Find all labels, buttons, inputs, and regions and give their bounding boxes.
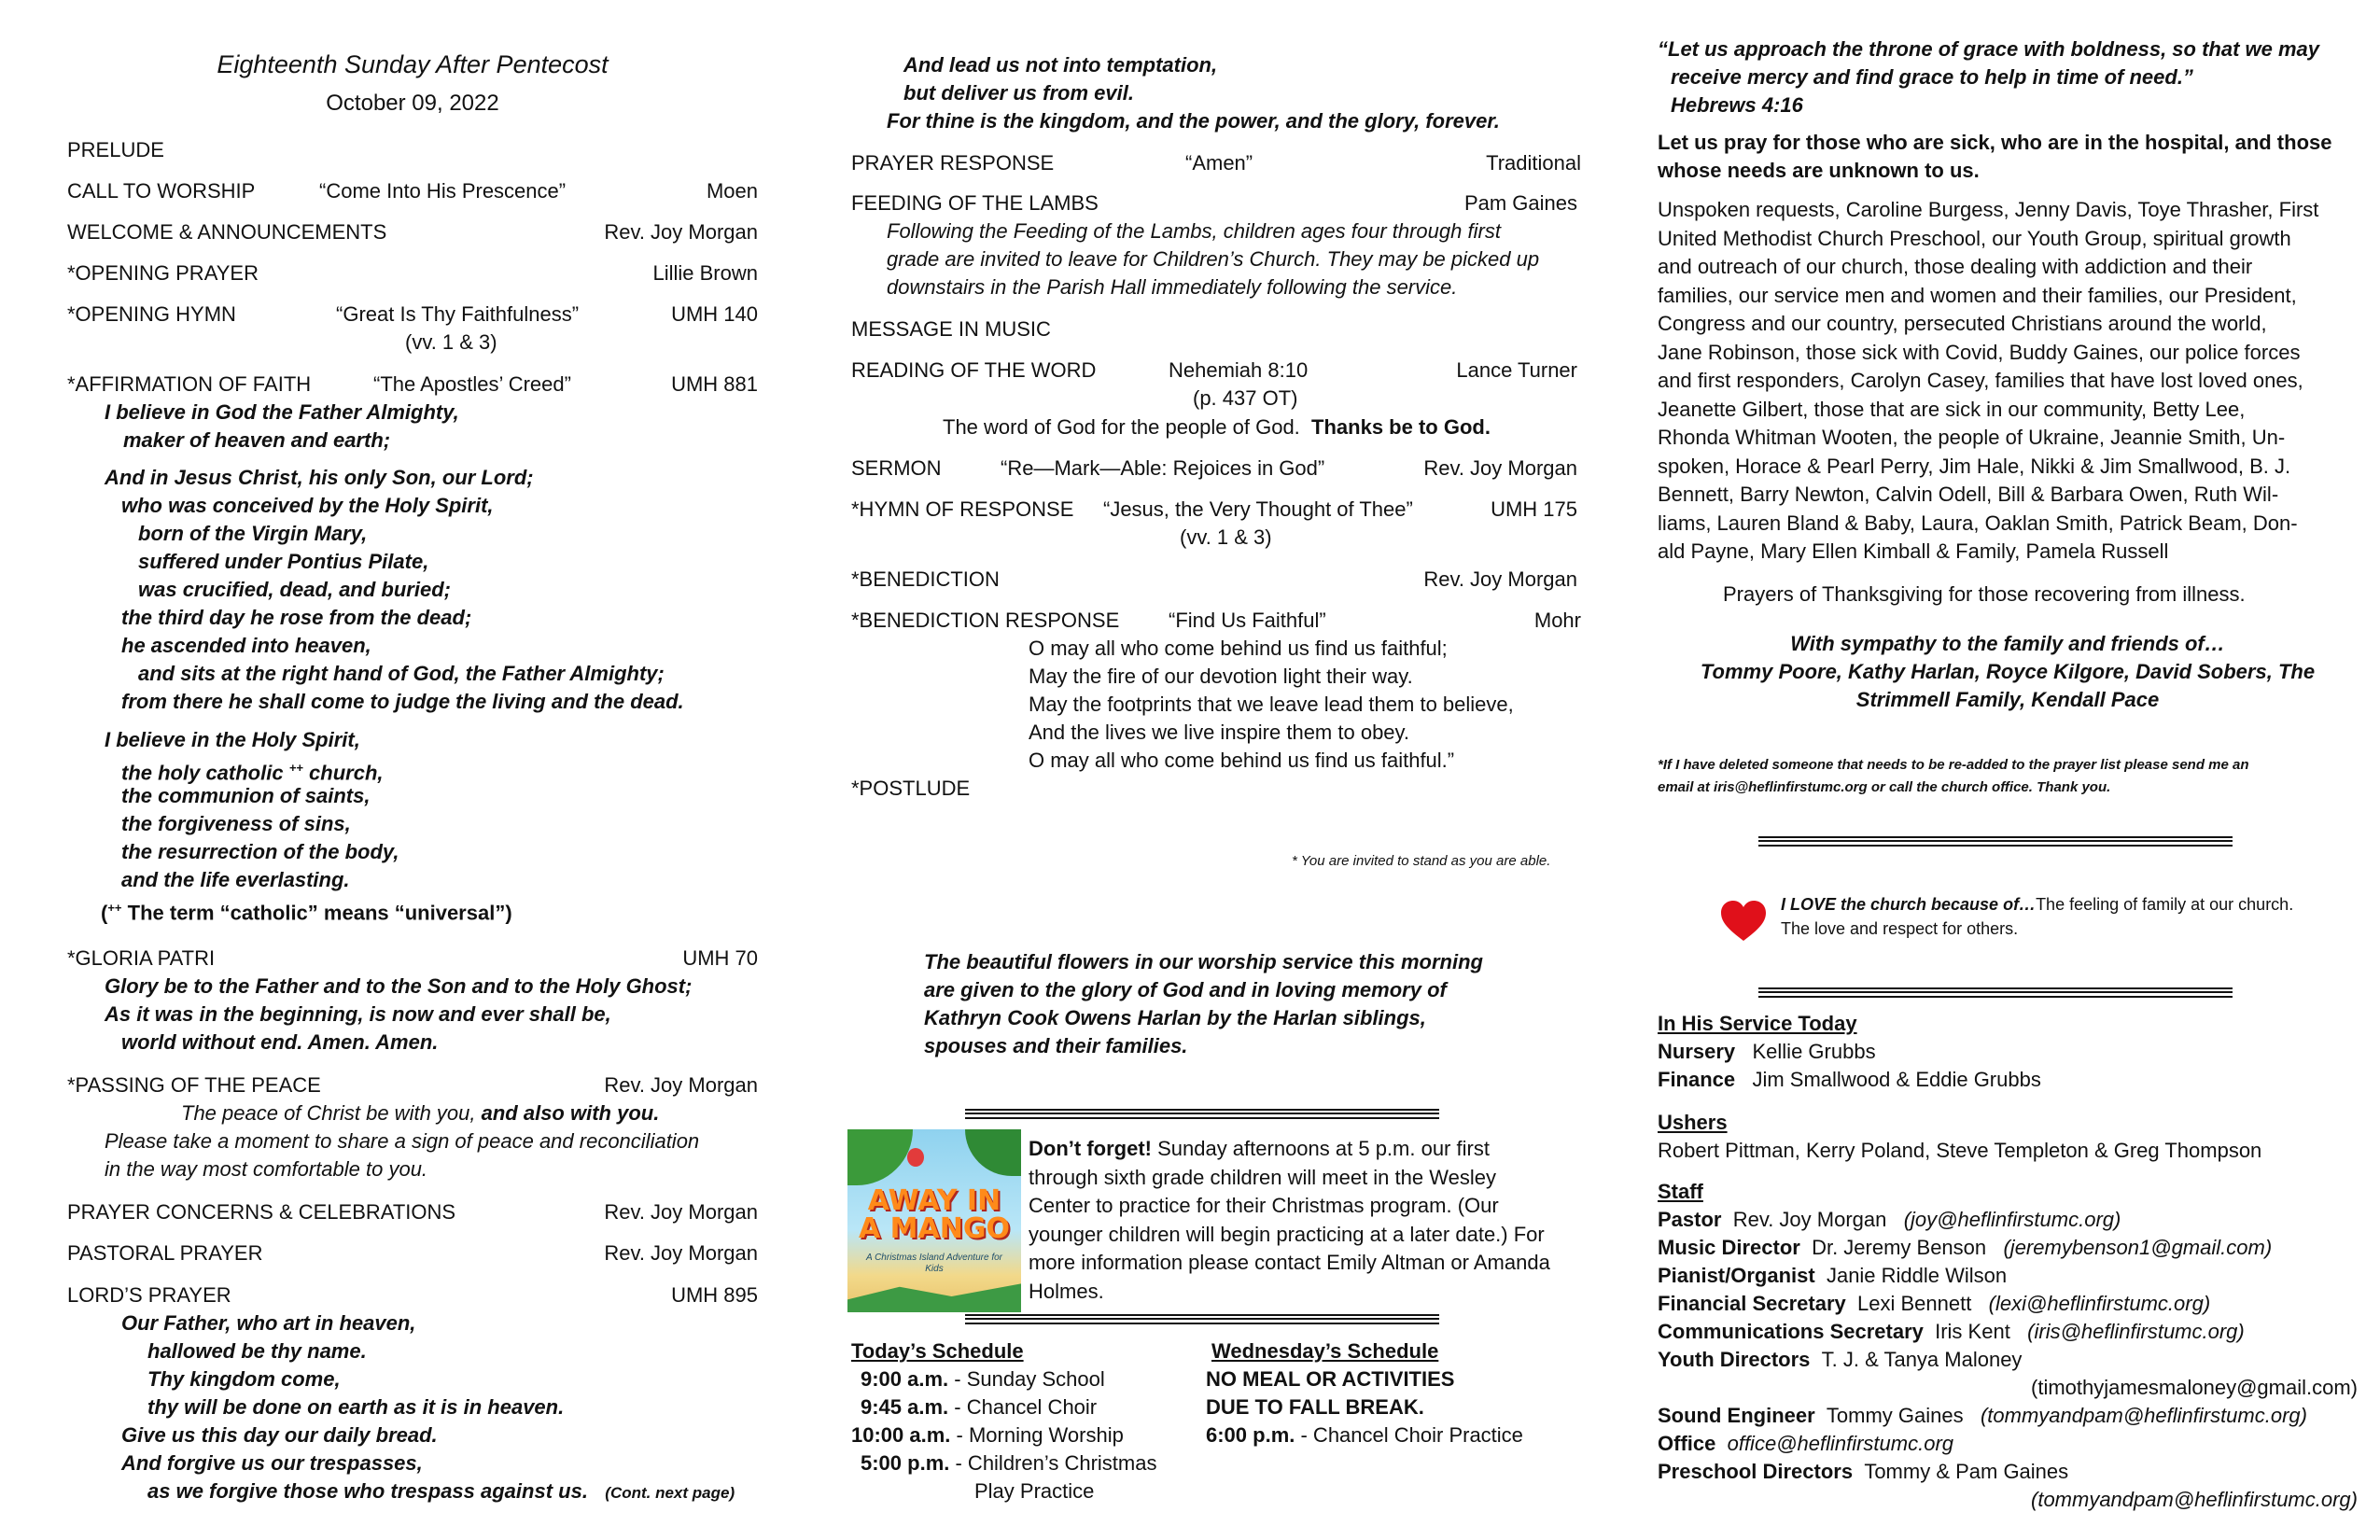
schedule-what: - Chancel Choir: [948, 1395, 1098, 1419]
item-pastoral-prayer: [67, 1239, 758, 1267]
ornament-icon: [907, 1148, 924, 1167]
item-label: PRAYER RESPONSE: [851, 151, 1055, 175]
item-leader: UMH 140: [671, 302, 758, 326]
staff-role: Preschool Directors: [1658, 1460, 1854, 1483]
flowers-line: The beautiful flowers in our worship service this morning: [924, 950, 1483, 973]
wednesday-item: [1206, 1421, 1523, 1449]
bulletin-title: Eighteenth Sunday After Pentecost: [217, 50, 609, 78]
verse-line: receive mercy and find grace to help in time of need.”: [1671, 65, 2193, 89]
item-label: WELCOME & ANNOUNCEMENTS: [67, 220, 387, 244]
role-label: Finance: [1658, 1068, 1736, 1091]
peace-call: The peace of Christ be with you,: [181, 1101, 476, 1125]
staff-email[interactable]: (joy@heflinfirstumc.org): [1903, 1208, 2121, 1231]
item-opening-hymn: [67, 301, 758, 329]
ushers-heading-text: Ushers: [1658, 1111, 1728, 1134]
item-welcome: [67, 218, 758, 246]
schedule-item: [861, 1365, 1105, 1393]
creed-line: and the life everlasting.: [121, 868, 350, 891]
verse-reference: Hebrews 4:16: [1671, 93, 1803, 117]
love-church-line: [1781, 892, 2293, 917]
sympathy-line: With sympathy to the family and friends of…: [1790, 632, 2225, 655]
item-label: CALL TO WORSHIP: [67, 179, 256, 203]
bulletin-date: October 09, 2022: [326, 91, 499, 116]
staff-email[interactable]: (iris@heflinfirstumc.org): [2027, 1320, 2245, 1343]
item-label: *BENEDICTION RESPONSE: [851, 609, 1120, 632]
prayer-line: [147, 1477, 735, 1507]
item-prayer-response: [851, 149, 1579, 177]
item-leader: Rev. Joy Morgan: [1423, 567, 1577, 591]
prayer-list-line: Jane Robinson, those sick with Covid, Buddy Gaines, our police forces: [1658, 340, 2301, 364]
item-opening-prayer: [67, 259, 758, 287]
prayer-list-line: Bennett, Barry Newton, Calvin Odell, Bill & Barbara Owen, Ruth Wil-: [1658, 483, 2279, 506]
item-title: “Amen”: [1185, 151, 1253, 175]
prayer-line: And lead us not into temptation,: [903, 53, 1218, 77]
staff-name: Rev. Joy Morgan: [1732, 1208, 1887, 1231]
creed-line: was crucified, dead, and buried;: [138, 578, 451, 601]
scripture-page: (p. 437 OT): [1193, 386, 1298, 410]
note-line: *If I have deleted someone that needs to be re-added to the prayer list please send me an: [1658, 757, 2249, 773]
creed-line: the communion of saints,: [121, 784, 371, 807]
staff-name: Tommy Gaines: [1826, 1404, 1964, 1427]
lyric-line: May the footprints that we leave lead them to believe,: [1029, 693, 1514, 716]
schedule-cont: Play Practice: [974, 1479, 1095, 1503]
schedule-item: [851, 1421, 1124, 1449]
lambs-line: grade are invited to leave for Children’s Church. They may be picked up: [887, 247, 1540, 271]
wednesday-notice: NO MEAL OR ACTIVITIES: [1206, 1367, 1455, 1391]
promo-logo-subtitle: A Christmas Island Adventure for Kids: [866, 1253, 1002, 1274]
schedule-time: 10:00 a.m.: [851, 1423, 951, 1447]
item-leader: Rev. Joy Morgan: [604, 1200, 758, 1224]
service-nursery: [1658, 1038, 1876, 1066]
service-finance: [1658, 1066, 2041, 1094]
item-label: *GLORIA PATRI: [67, 946, 216, 970]
creed-footnote: [101, 894, 512, 927]
prayer-text: as we forgive those who trespass against us.: [147, 1479, 588, 1503]
item-title: “The Apostles’ Creed”: [373, 372, 571, 396]
role-name: Kellie Grubbs: [1752, 1040, 1876, 1063]
item-title: Nehemiah 8:10: [1169, 358, 1309, 382]
staff-row: [1658, 1234, 2272, 1262]
item-label: *OPENING HYMN: [67, 302, 236, 326]
item-benediction: [851, 566, 1579, 594]
intro-line: Let us pray for those who are sick, who are in the hospital, and those: [1658, 131, 2332, 154]
schedule-what: - Sunday School: [948, 1367, 1105, 1391]
prayer-line: Give us this day our daily bread.: [121, 1423, 438, 1447]
staff-heading-text: Staff: [1658, 1180, 1703, 1203]
item-label: FEEDING OF THE LAMBS: [851, 191, 1099, 215]
item-label: *BENEDICTION: [851, 567, 1000, 591]
prayer-line: thy will be done on earth as it is in heaven.: [147, 1395, 565, 1419]
lambs-line: Following the Feeding of the Lambs, children ages four through first: [887, 219, 1501, 243]
item-hymn-response: [851, 496, 1579, 524]
staff-heading: [1658, 1178, 1703, 1206]
item-verses: [67, 329, 758, 357]
staff-role: Youth Directors: [1658, 1348, 1811, 1371]
item-title: “Great Is Thy Faithfulness”: [336, 302, 580, 326]
divider: [965, 1113, 1439, 1119]
gloria-line: Glory be to the Father and to the Son and to the Holy Ghost;: [105, 974, 693, 998]
prayer-list-line: United Methodist Church Preschool, our Youth Group, spiritual growth: [1658, 226, 2291, 250]
item-leader: Traditional: [1486, 151, 1581, 175]
creed-text: the holy catholic: [121, 761, 284, 785]
staff-role: Communications Secretary: [1658, 1320, 1924, 1343]
staff-row: [1658, 1458, 2068, 1486]
staff-row: [1658, 1430, 1953, 1458]
prayer-list-line: ald Payne, Mary Ellen Kimball & Family, Pamela Russell: [1658, 539, 2169, 563]
staff-name: Iris Kent: [1935, 1320, 2010, 1343]
prayer-list-line: Congress and our country, persecuted Christians around the world,: [1658, 312, 2267, 335]
staff-role: Office: [1658, 1432, 1716, 1455]
creed-line: who was conceived by the Holy Spirit,: [121, 494, 494, 517]
flowers-line: Kathryn Cook Owens Harlan by the Harlan siblings,: [924, 1006, 1426, 1029]
peace-line: [181, 1099, 659, 1127]
staff-name: Lexi Bennett: [1857, 1292, 1972, 1315]
staff-email[interactable]: office@heflinfirstumc.org: [1727, 1432, 1954, 1455]
creed-line: maker of heaven and earth;: [123, 428, 391, 452]
item-label: *POSTLUDE: [851, 777, 971, 800]
item-message-music: [851, 315, 1579, 343]
service-heading: [1658, 1010, 1857, 1038]
item-leader: Mohr: [1533, 609, 1581, 632]
item-hymn-verses: [851, 524, 1579, 552]
promo-lead: Don’t forget!: [1029, 1137, 1152, 1160]
item-reading: [851, 357, 1579, 385]
gloria-line: world without end. Amen. Amen.: [121, 1030, 439, 1054]
prayer-list-line: spoken, Horace & Pearl Perry, Jim Hale, Nikki & Jim Smallwood, B. J.: [1658, 454, 2291, 478]
wednesday-heading: [1211, 1337, 1438, 1365]
divider: [1758, 991, 2233, 998]
lyric-line: May the fire of our devotion light their way.: [1029, 665, 1413, 688]
verse-line: “Let us approach the throne of grace with boldness, so that we may: [1658, 37, 2320, 61]
item-gloria: [67, 945, 758, 973]
staff-name: Dr. Jeremy Benson: [1812, 1236, 1987, 1259]
item-title: “Find Us Faithful”: [1169, 609, 1326, 632]
intro-line: whose needs are unknown to us.: [1658, 159, 1980, 182]
item-leader: Moen: [706, 179, 758, 203]
foliage-icon: [847, 1281, 1021, 1312]
staff-role: Music Director: [1658, 1236, 1800, 1259]
item-label: PASTORAL PRAYER: [67, 1241, 263, 1265]
peace-response: and also with you.: [481, 1101, 660, 1125]
item-concerns: [67, 1198, 758, 1226]
service-heading-text: In His Service Today: [1658, 1012, 1857, 1035]
staff-row: [1658, 1346, 2022, 1374]
staff-role: Sound Engineer: [1658, 1404, 1815, 1427]
reading-response: [943, 413, 1491, 441]
reading-call: The word of God for the people of God.: [943, 415, 1300, 439]
prayer-line: For thine is the kingdom, and the power, and the glory, forever.: [887, 109, 1500, 133]
staff-row: [1658, 1206, 2121, 1234]
schedule-what: - Morning Worship: [950, 1423, 1124, 1447]
palm-leaf-icon: [965, 1129, 1021, 1176]
love-text: The feeling of family at our church.: [2036, 895, 2294, 914]
staff-email[interactable]: (tommyandpam@heflinfirstumc.org): [1980, 1404, 2307, 1427]
item-leader: UMH 175: [1491, 497, 1577, 521]
staff-name: T. J. & Tanya Maloney: [1821, 1348, 2023, 1371]
gloria-line: As it was in the beginning, is now and ever shall be,: [105, 1002, 611, 1026]
item-label: SERMON: [851, 456, 942, 480]
item-leader: UMH 895: [671, 1283, 758, 1307]
item-label: *AFFIRMATION OF FAITH: [67, 372, 312, 396]
stand-note: * You are invited to stand as you are able.: [1292, 853, 1551, 869]
item-leader: Lillie Brown: [652, 261, 758, 285]
prayer-list-line: Rhonda Whitman Wooten, the people of Ukraine, Jeannie Smith, Un-: [1658, 426, 2286, 449]
item-leader: Rev. Joy Morgan: [604, 220, 758, 244]
item-label: MESSAGE IN MUSIC: [851, 317, 1051, 341]
item-verses-text: (vv. 1 & 3): [405, 330, 497, 354]
item-leader: Pam Gaines: [1463, 191, 1577, 215]
prayer-list-line: Unspoken requests, Caroline Burgess, Jenny Davis, Toye Thrasher, First: [1658, 198, 2319, 221]
lyric-line: O may all who come behind us find us faithful;: [1029, 637, 1448, 660]
prayer-line: Our Father, who art in heaven,: [121, 1311, 416, 1335]
footnote-mark: ++: [107, 901, 122, 915]
item-call-to-worship: [67, 177, 758, 205]
staff-email[interactable]: (tommyandpam@heflinfirstumc.org): [2031, 1488, 2358, 1511]
item-peace: [67, 1071, 758, 1099]
creed-line: I believe in the Holy Spirit,: [105, 728, 360, 751]
love-text-2: The love and respect for others.: [1781, 919, 2019, 938]
item-leader: UMH 881: [671, 372, 758, 396]
prayer-list-line: and first responders, Carolyn Casey, families that have lost loved ones,: [1658, 369, 2303, 392]
staff-role: Pastor: [1658, 1208, 1722, 1231]
today-heading: [851, 1337, 1024, 1365]
ushers-heading: [1658, 1109, 1728, 1137]
schedule-what: - Children’s Christmas: [949, 1451, 1157, 1475]
item-label: *PASSING OF THE PEACE: [67, 1073, 321, 1097]
item-affirmation: [67, 371, 758, 399]
item-reading-page: [851, 385, 1579, 413]
note-line: email at iris@heflinfirstumc.org or call the church office. Thank you.: [1658, 779, 2111, 795]
creed-line: the third day he rose from the dead;: [121, 606, 472, 629]
creed-line: he ascended into heaven,: [121, 634, 371, 657]
staff-name: Tommy & Pam Gaines: [1864, 1460, 2069, 1483]
promo-logo: AWAY IN A MANGO: [859, 1184, 1010, 1245]
love-lead: I LOVE the church because of…: [1781, 895, 2037, 914]
schedule-time: 9:00 a.m.: [861, 1367, 949, 1391]
schedule-time: 9:45 a.m.: [861, 1395, 949, 1419]
creed-line: and sits at the right hand of God, the Father Almighty;: [138, 662, 665, 685]
schedule-what: - Chancel Choir Practice: [1295, 1423, 1523, 1447]
creed-line: from there he shall come to judge the living and the dead.: [121, 690, 684, 713]
creed-line: And in Jesus Christ, his only Son, our Lord;: [105, 466, 534, 489]
item-label: LORD’S PRAYER: [67, 1283, 231, 1307]
footnote-text: The term “catholic” means “universal”): [127, 901, 512, 925]
staff-email[interactable]: (jeremybenson1@gmail.com): [2003, 1236, 2273, 1259]
promo-text: [1029, 1135, 1551, 1306]
item-label: READING OF THE WORD: [851, 358, 1097, 382]
staff-row: [1658, 1402, 2307, 1430]
reading-answer: Thanks be to God.: [1311, 415, 1491, 439]
sympathy-line: Tommy Poore, Kathy Harlan, Royce Kilgore, David Sobers, The: [1700, 660, 2316, 683]
creed-line: I believe in God the Father Almighty,: [105, 400, 459, 424]
schedule-item: [861, 1449, 1156, 1477]
staff-email[interactable]: (timothyjamesmaloney@gmail.com): [2031, 1376, 2358, 1399]
lambs-line: downstairs in the Parish Hall immediately following the service.: [887, 275, 1458, 299]
role-label: Nursery: [1658, 1040, 1736, 1063]
footnote-paren: (: [101, 901, 108, 925]
wednesday-notice: DUE TO FALL BREAK.: [1206, 1395, 1424, 1419]
item-benediction-response: [851, 607, 1579, 635]
thanksgiving-note: Prayers of Thanksgiving for those recovering from illness.: [1723, 582, 2246, 606]
item-label: PRELUDE: [67, 138, 164, 161]
schedule-item: [861, 1393, 1097, 1421]
prayer-line: Thy kingdom come,: [147, 1367, 341, 1391]
item-postlude: [851, 775, 1579, 803]
divider: [1758, 840, 2233, 847]
item-leader: Rev. Joy Morgan: [1423, 456, 1577, 480]
staff-row: [1658, 1318, 2245, 1346]
flowers-line: are given to the glory of God and in loving memory of: [924, 978, 1447, 1001]
ushers-list: Robert Pittman, Kerry Poland, Steve Templeton & Greg Thompson: [1658, 1139, 2262, 1162]
item-leader: Lance Turner: [1456, 358, 1577, 382]
item-leader: Rev. Joy Morgan: [604, 1073, 758, 1097]
lyric-line: O may all who come behind us find us faithful.”: [1029, 749, 1455, 772]
continued-note: (Cont. next page): [605, 1484, 735, 1502]
peace-instruction: Please take a moment to share a sign of peace and reconciliation: [105, 1129, 700, 1153]
heart-icon: [1719, 900, 1768, 943]
footnote-mark: ++: [288, 761, 303, 775]
staff-name: Janie Riddle Wilson: [1826, 1264, 2008, 1287]
item-leader: Rev. Joy Morgan: [604, 1241, 758, 1265]
prayer-list-line: Jeanette Gilbert, those that are sick in our community, Betty Lee,: [1658, 397, 2246, 421]
schedule-time: 6:00 p.m.: [1206, 1423, 1295, 1447]
prayer-list-line: families, our service men and women and their families, our President,: [1658, 283, 2297, 307]
peace-instruction: in the way most comfortable to you.: [105, 1157, 428, 1181]
wednesday-heading-text: Wednesday’s Schedule: [1211, 1339, 1439, 1363]
today-heading-text: Today’s Schedule: [851, 1339, 1024, 1363]
item-feeding-lambs: [851, 189, 1579, 217]
lyric-line: And the lives we live inspire them to obey.: [1029, 721, 1410, 744]
staff-row: [1658, 1262, 2007, 1290]
item-sermon: [851, 455, 1579, 483]
staff-role: Pianist/Organist: [1658, 1264, 1815, 1287]
staff-role: Financial Secretary: [1658, 1292, 1846, 1315]
creed-line: born of the Virgin Mary,: [138, 522, 368, 545]
role-name: Jim Smallwood & Eddie Grubbs: [1752, 1068, 2041, 1091]
item-title: “Jesus, the Very Thought of Thee”: [1103, 497, 1413, 521]
away-in-a-mango-image: [847, 1129, 1021, 1312]
item-label: *HYMN OF RESPONSE: [851, 497, 1074, 521]
prayer-line: hallowed be thy name.: [147, 1339, 367, 1363]
sympathy-line: Strimmell Family, Kendall Pace: [1855, 688, 2160, 711]
schedule-time: 5:00 p.m.: [861, 1451, 950, 1475]
item-leader: UMH 70: [682, 946, 758, 970]
creed-line: suffered under Pontius Pilate,: [138, 550, 429, 573]
flowers-line: spouses and their families.: [924, 1034, 1188, 1057]
divider: [965, 1318, 1439, 1324]
item-label: PRAYER CONCERNS & CELEBRATIONS: [67, 1200, 456, 1224]
prayer-line: And forgive us our trespasses,: [121, 1451, 423, 1475]
item-label: *OPENING PRAYER: [67, 261, 259, 285]
item-verses-text: (vv. 1 & 3): [1180, 525, 1272, 549]
staff-email[interactable]: (lexi@heflinfirstumc.org): [1988, 1292, 2211, 1315]
staff-row: [1658, 1290, 2210, 1318]
item-title: “Come Into His Prescence”: [319, 179, 567, 203]
item-prelude: [67, 136, 758, 164]
prayer-line: but deliver us from evil.: [903, 81, 1134, 105]
creed-text: church,: [309, 761, 384, 785]
creed-line: the resurrection of the body,: [121, 840, 399, 863]
palm-leaf-icon: [847, 1129, 913, 1185]
creed-line: the forgiveness of sins,: [121, 812, 351, 835]
promo-body: Sunday afternoons at 5 p.m. our first through sixth grade children will meet in the Wesley Center to practice for their Christmas program. (Our younger children will begin practicing at a later date.) For more information please contact Emily Altman or Amanda Holmes.: [1029, 1137, 1550, 1303]
prayer-list-line: liams, Lauren Bland & Baby, Laura, Oaklan Smith, Patrick Beam, Don-: [1658, 511, 2298, 535]
prayer-list-line: and outreach of our church, those dealing with addiction and their: [1658, 255, 2253, 278]
item-lords-prayer: [67, 1281, 758, 1309]
item-title: “Re—Mark—Able: Rejoices in God”: [1001, 456, 1325, 480]
